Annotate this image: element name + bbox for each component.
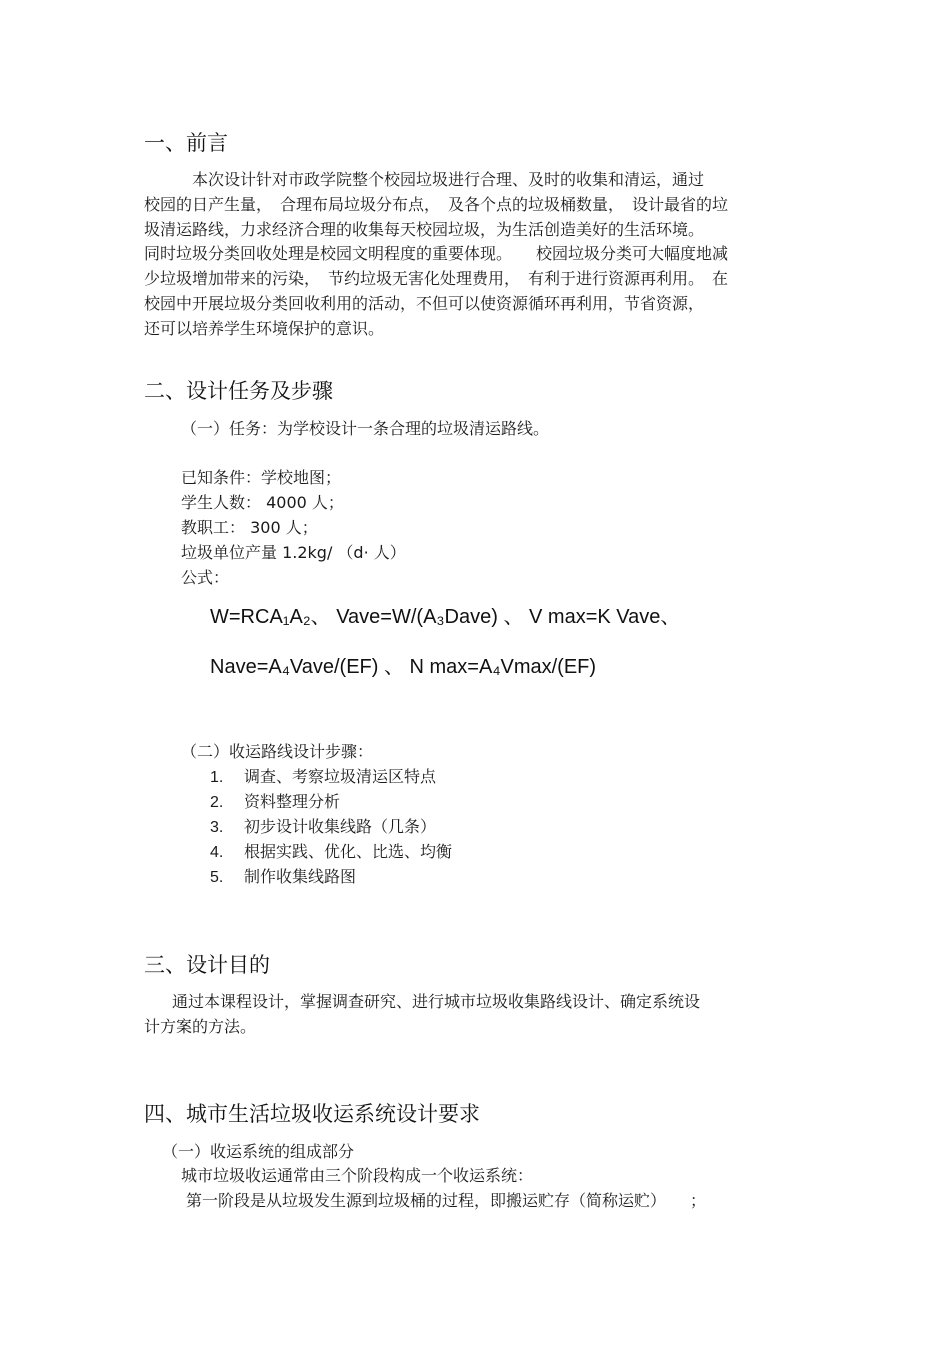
- step-item: [210, 866, 356, 889]
- step-number: 1.: [210, 769, 224, 786]
- subsection-title: （一）收运系统的组成部分: [162, 1142, 355, 1161]
- step-number: 2.: [210, 794, 224, 811]
- paragraph-line: 第一阶段是从垃圾发生源到垃圾桶的过程，即搬运贮存（简称运贮） ；: [186, 1191, 707, 1210]
- paragraph-line: 校园的日产生量， 合理布局垃圾分布点， 及各个点的垃圾桶数量， 设计最省的垃: [144, 195, 729, 214]
- step-text: 调查、考察垃圾清运区特点: [244, 767, 437, 786]
- step-number: 4.: [210, 844, 224, 861]
- step-number: 3.: [210, 819, 224, 836]
- section-heading-design-task: 二、设计任务及步骤: [144, 379, 333, 403]
- paragraph-line: 本次设计针对市政学院整个校园垃圾进行合理、及时的收集和清运，通过: [192, 170, 705, 189]
- known-condition: 垃圾单位产量 1.2kg/ （d· 人）: [181, 543, 406, 562]
- section-heading-preface: 一、前言: [144, 131, 228, 155]
- formula-line-2: Nave=A₄Vave/(EF) 、 N max=A₄Vmax/(EF): [210, 656, 597, 678]
- known-condition: 学生人数： 4000 人；: [181, 493, 344, 512]
- step-item: [210, 791, 340, 814]
- step-item: [210, 766, 436, 789]
- paragraph-line: 通过本课程设计，掌握调查研究、进行城市垃圾收集路线设计、确定系统设: [172, 992, 701, 1011]
- known-condition: 已知条件：学校地图；: [181, 468, 342, 487]
- formula-line-1: W=RCA₁A₂、 Vave=W/(A₃Dave) 、 V max=K Vave、: [210, 606, 681, 628]
- section-heading-requirements: 四、城市生活垃圾收运系统设计要求: [144, 1102, 480, 1126]
- known-condition: 公式：: [181, 568, 230, 587]
- step-text: 资料整理分析: [244, 792, 341, 811]
- step-text: 根据实践、优化、比选、均衡: [244, 842, 453, 861]
- paragraph-line: 圾清运路线，力求经济合理的收集每天校园垃圾，为生活创造美好的生活环境。: [144, 220, 705, 239]
- step-number: 5.: [210, 869, 224, 886]
- step-item: [210, 816, 436, 839]
- paragraph-line: 计方案的方法。: [144, 1017, 257, 1036]
- task-description: （一）任务：为学校设计一条合理的垃圾清运路线。: [181, 419, 550, 438]
- step-text: 初步设计收集线路（几条）: [244, 817, 437, 836]
- paragraph-line: 同时垃圾分类回收处理是校园文明程度的重要体现。 校园垃圾分类可大幅度地减: [144, 244, 729, 263]
- paragraph-line: 少垃圾增加带来的污染， 节约垃圾无害化处理费用， 有利于进行资源再利用。 在: [144, 269, 729, 288]
- step-item: [210, 841, 452, 864]
- steps-title: （二）收运路线设计步骤：: [181, 742, 374, 761]
- paragraph-line: 城市垃圾收运通常由三个阶段构成一个收运系统：: [181, 1166, 534, 1185]
- known-condition: 教职工： 300 人；: [181, 518, 318, 537]
- paragraph-line: 还可以培养学生环境保护的意识。: [144, 319, 385, 338]
- step-text: 制作收集线路图: [244, 867, 357, 886]
- paragraph-line: 校园中开展垃圾分类回收利用的活动，不但可以使资源循环再利用，节省资源，: [144, 294, 705, 313]
- section-heading-purpose: 三、设计目的: [144, 953, 270, 977]
